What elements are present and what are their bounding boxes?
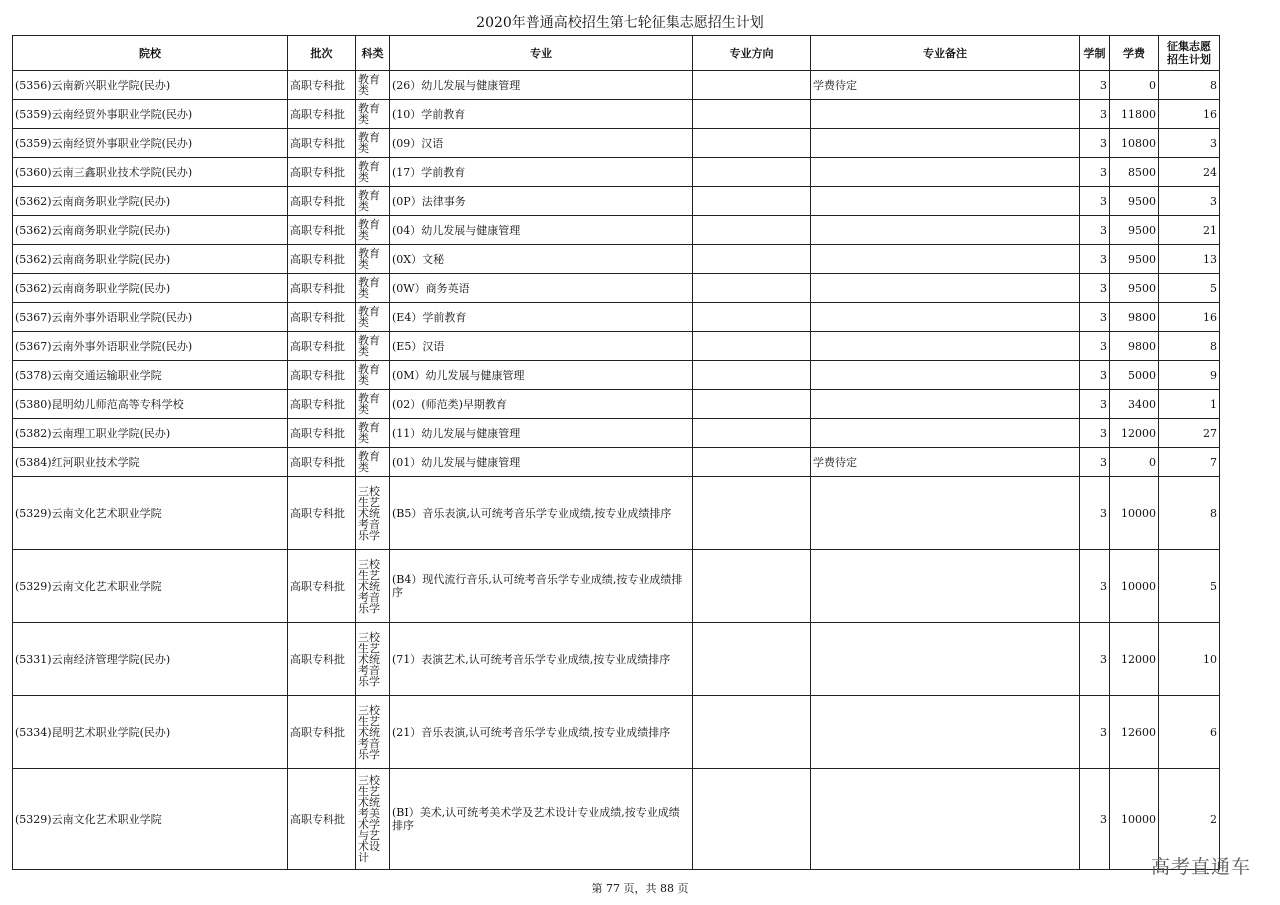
school-cell: (5382)云南理工职业学院(民办) [13,419,288,448]
page-number: 第 77 页，共 88 页 [591,882,689,895]
fee-cell: 9800 [1110,332,1159,361]
fee-cell: 9500 [1110,274,1159,303]
major-cell: (04）幼儿发展与健康管理 [390,216,693,245]
category-cell: 教育类 [356,332,390,361]
table-row [13,623,1220,696]
category-cell: 教育类 [356,361,390,390]
note-cell [811,274,1080,303]
header-plan-line1: 征集志愿 [1167,40,1211,53]
major-cell: (11）幼儿发展与健康管理 [390,419,693,448]
years-cell: 3 [1080,274,1110,303]
note-cell [811,158,1080,187]
batch-cell: 高职专科批 [288,550,356,623]
note-cell [811,696,1080,769]
batch-cell: 高职专科批 [288,71,356,100]
years-cell: 3 [1080,332,1110,361]
direction-cell [693,696,811,769]
category-cell: 教育类 [356,448,390,477]
category-cell: 教育类 [356,100,390,129]
header-plan-line2: 招生计划 [1167,53,1211,66]
fee-cell: 9500 [1110,216,1159,245]
school-cell: (5331)云南经济管理学院(民办) [13,623,288,696]
direction-cell [693,187,811,216]
school-cell: (5362)云南商务职业学院(民办) [13,187,288,216]
plan-cell: 8 [1159,332,1220,361]
batch-cell: 高职专科批 [288,245,356,274]
table-row [13,71,1220,100]
years-cell: 3 [1080,623,1110,696]
category-cell: 教育类 [356,274,390,303]
table-row [13,390,1220,419]
plan-cell: 8 [1159,71,1220,100]
category-cell: 教育类 [356,71,390,100]
header-batch: 批次 [288,36,356,71]
direction-cell [693,158,811,187]
table-row [13,129,1220,158]
fee-cell: 0 [1110,71,1159,100]
years-cell: 3 [1080,187,1110,216]
header-fee: 学费 [1110,36,1159,71]
fee-cell: 12600 [1110,696,1159,769]
note-cell [811,390,1080,419]
direction-cell [693,332,811,361]
direction-cell [693,216,811,245]
watermark-text: 高考直通车 [1150,856,1251,878]
table-row [13,274,1220,303]
major-cell: (10）学前教育 [390,100,693,129]
fee-cell: 9500 [1110,187,1159,216]
major-cell: (B5）音乐表演,认可统考音乐学专业成绩,按专业成绩排序 [390,477,693,550]
table-row [13,419,1220,448]
header-row [13,36,1220,71]
plan-cell: 27 [1159,419,1220,448]
category-cell: 教育类 [356,419,390,448]
direction-cell [693,623,811,696]
fee-cell: 10000 [1110,550,1159,623]
note-cell [811,361,1080,390]
category-cell: 教育类 [356,187,390,216]
years-cell: 3 [1080,419,1110,448]
major-cell: (B4）现代流行音乐,认可统考音乐学专业成绩,按专业成绩排序 [390,550,693,623]
category-cell: 教育类 [356,216,390,245]
years-cell: 3 [1080,303,1110,332]
school-cell: (5362)云南商务职业学院(民办) [13,245,288,274]
plan-cell: 16 [1159,100,1220,129]
batch-cell: 高职专科批 [288,332,356,361]
category-cell: 教育类 [356,245,390,274]
direction-cell [693,274,811,303]
category-cell: 三校生艺术统考音乐学 [356,550,390,623]
direction-cell [693,769,811,870]
table-row [13,550,1220,623]
direction-cell [693,129,811,158]
note-cell [811,419,1080,448]
school-cell: (5356)云南新兴职业学院(民办) [13,71,288,100]
years-cell: 3 [1080,129,1110,158]
batch-cell: 高职专科批 [288,769,356,870]
note-cell [811,623,1080,696]
years-cell: 3 [1080,216,1110,245]
plan-cell: 3 [1159,129,1220,158]
header-school: 院校 [13,36,288,71]
plan-cell: 13 [1159,245,1220,274]
batch-cell: 高职专科批 [288,623,356,696]
note-cell [811,332,1080,361]
direction-cell [693,71,811,100]
years-cell: 3 [1080,100,1110,129]
batch-cell: 高职专科批 [288,696,356,769]
category-cell: 教育类 [356,390,390,419]
fee-cell: 5000 [1110,361,1159,390]
school-cell: (5378)云南交通运输职业学院 [13,361,288,390]
batch-cell: 高职专科批 [288,100,356,129]
school-cell: (5367)云南外事外语职业学院(民办) [13,303,288,332]
category-cell: 教育类 [356,129,390,158]
fee-cell: 10000 [1110,769,1159,870]
plan-cell: 8 [1159,477,1220,550]
category-cell: 三校生艺术统考音乐学 [356,477,390,550]
note-cell [811,100,1080,129]
plan-cell: 16 [1159,303,1220,332]
header-plan [1159,36,1220,71]
fee-cell: 8500 [1110,158,1159,187]
header-note: 专业备注 [811,36,1080,71]
category-cell: 三校生艺术统考音乐学 [356,623,390,696]
note-cell [811,303,1080,332]
page-title: 2020年普通高校招生第七轮征集志愿招生计划 [476,15,764,31]
school-cell: (5367)云南外事外语职业学院(民办) [13,332,288,361]
header-category: 科类 [356,36,390,71]
fee-cell: 9500 [1110,245,1159,274]
plan-cell: 6 [1159,696,1220,769]
years-cell: 3 [1080,550,1110,623]
plan-cell: 5 [1159,274,1220,303]
note-cell [811,550,1080,623]
note-cell: 学费待定 [811,71,1080,100]
major-cell: (71）表演艺术,认可统考音乐学专业成绩,按专业成绩排序 [390,623,693,696]
batch-cell: 高职专科批 [288,448,356,477]
major-cell: (BI）美术,认可统考美术学及艺术设计专业成绩,按专业成绩排序 [390,769,693,870]
direction-cell [693,477,811,550]
years-cell: 3 [1080,769,1110,870]
years-cell: 3 [1080,696,1110,769]
note-cell [811,187,1080,216]
note-cell [811,216,1080,245]
note-cell [811,245,1080,274]
years-cell: 3 [1080,448,1110,477]
plan-cell: 7 [1159,448,1220,477]
direction-cell [693,245,811,274]
fee-cell: 10000 [1110,477,1159,550]
table-row [13,158,1220,187]
enrollment-plan-table [12,35,1220,870]
batch-cell: 高职专科批 [288,187,356,216]
fee-cell: 11800 [1110,100,1159,129]
major-cell: (E5）汉语 [390,332,693,361]
direction-cell [693,390,811,419]
table-row [13,696,1220,769]
batch-cell: 高职专科批 [288,158,356,187]
school-cell: (5329)云南文化艺术职业学院 [13,550,288,623]
header-direction: 专业方向 [693,36,811,71]
school-cell: (5359)云南经贸外事职业学院(民办) [13,100,288,129]
table-row [13,245,1220,274]
table-row [13,216,1220,245]
category-cell: 三校生艺术统考音乐学 [356,696,390,769]
fee-cell: 9800 [1110,303,1159,332]
plan-cell: 5 [1159,550,1220,623]
major-cell: (17）学前教育 [390,158,693,187]
batch-cell: 高职专科批 [288,274,356,303]
category-cell: 教育类 [356,158,390,187]
school-cell: (5380)昆明幼儿师范高等专科学校 [13,390,288,419]
school-cell: (5362)云南商务职业学院(民办) [13,274,288,303]
major-cell: (02）(师范类)早期教育 [390,390,693,419]
plan-cell: 10 [1159,623,1220,696]
direction-cell [693,448,811,477]
fee-cell: 3400 [1110,390,1159,419]
table-row [13,477,1220,550]
fee-cell: 10800 [1110,129,1159,158]
major-cell: (21）音乐表演,认可统考音乐学专业成绩,按专业成绩排序 [390,696,693,769]
note-cell [811,129,1080,158]
fee-cell: 12000 [1110,419,1159,448]
category-cell: 教育类 [356,303,390,332]
note-cell: 学费待定 [811,448,1080,477]
batch-cell: 高职专科批 [288,303,356,332]
years-cell: 3 [1080,245,1110,274]
table-row [13,100,1220,129]
batch-cell: 高职专科批 [288,216,356,245]
major-cell: (0P）法律事务 [390,187,693,216]
years-cell: 3 [1080,158,1110,187]
table-body [13,71,1220,870]
direction-cell [693,303,811,332]
major-cell: (01）幼儿发展与健康管理 [390,448,693,477]
major-cell: (09）汉语 [390,129,693,158]
note-cell [811,769,1080,870]
header-years: 学制 [1080,36,1110,71]
school-cell: (5360)云南三鑫职业技术学院(民办) [13,158,288,187]
school-cell: (5362)云南商务职业学院(民办) [13,216,288,245]
table-row [13,361,1220,390]
direction-cell [693,361,811,390]
major-cell: (0X）文秘 [390,245,693,274]
batch-cell: 高职专科批 [288,361,356,390]
years-cell: 3 [1080,477,1110,550]
table-row [13,769,1220,870]
major-cell: (0W）商务英语 [390,274,693,303]
fee-cell: 0 [1110,448,1159,477]
direction-cell [693,419,811,448]
years-cell: 3 [1080,390,1110,419]
school-cell: (5359)云南经贸外事职业学院(民办) [13,129,288,158]
years-cell: 3 [1080,71,1110,100]
table-row [13,303,1220,332]
plan-cell: 3 [1159,187,1220,216]
school-cell: (5334)昆明艺术职业学院(民办) [13,696,288,769]
school-cell: (5384)红河职业技术学院 [13,448,288,477]
major-cell: (26）幼儿发展与健康管理 [390,71,693,100]
plan-cell: 1 [1159,390,1220,419]
direction-cell [693,100,811,129]
table-row [13,332,1220,361]
major-cell: (0M）幼儿发展与健康管理 [390,361,693,390]
major-cell: (E4）学前教育 [390,303,693,332]
note-cell [811,477,1080,550]
years-cell: 3 [1080,361,1110,390]
batch-cell: 高职专科批 [288,129,356,158]
batch-cell: 高职专科批 [288,419,356,448]
table-row [13,448,1220,477]
batch-cell: 高职专科批 [288,477,356,550]
school-cell: (5329)云南文化艺术职业学院 [13,769,288,870]
plan-cell: 2 [1159,769,1220,870]
plan-cell: 21 [1159,216,1220,245]
fee-cell: 12000 [1110,623,1159,696]
school-cell: (5329)云南文化艺术职业学院 [13,477,288,550]
header-major: 专业 [390,36,693,71]
category-cell: 三校生艺术统考美术学与艺术设计 [356,769,390,870]
table-row [13,187,1220,216]
direction-cell [693,550,811,623]
plan-cell: 24 [1159,158,1220,187]
plan-cell: 9 [1159,361,1220,390]
batch-cell: 高职专科批 [288,390,356,419]
